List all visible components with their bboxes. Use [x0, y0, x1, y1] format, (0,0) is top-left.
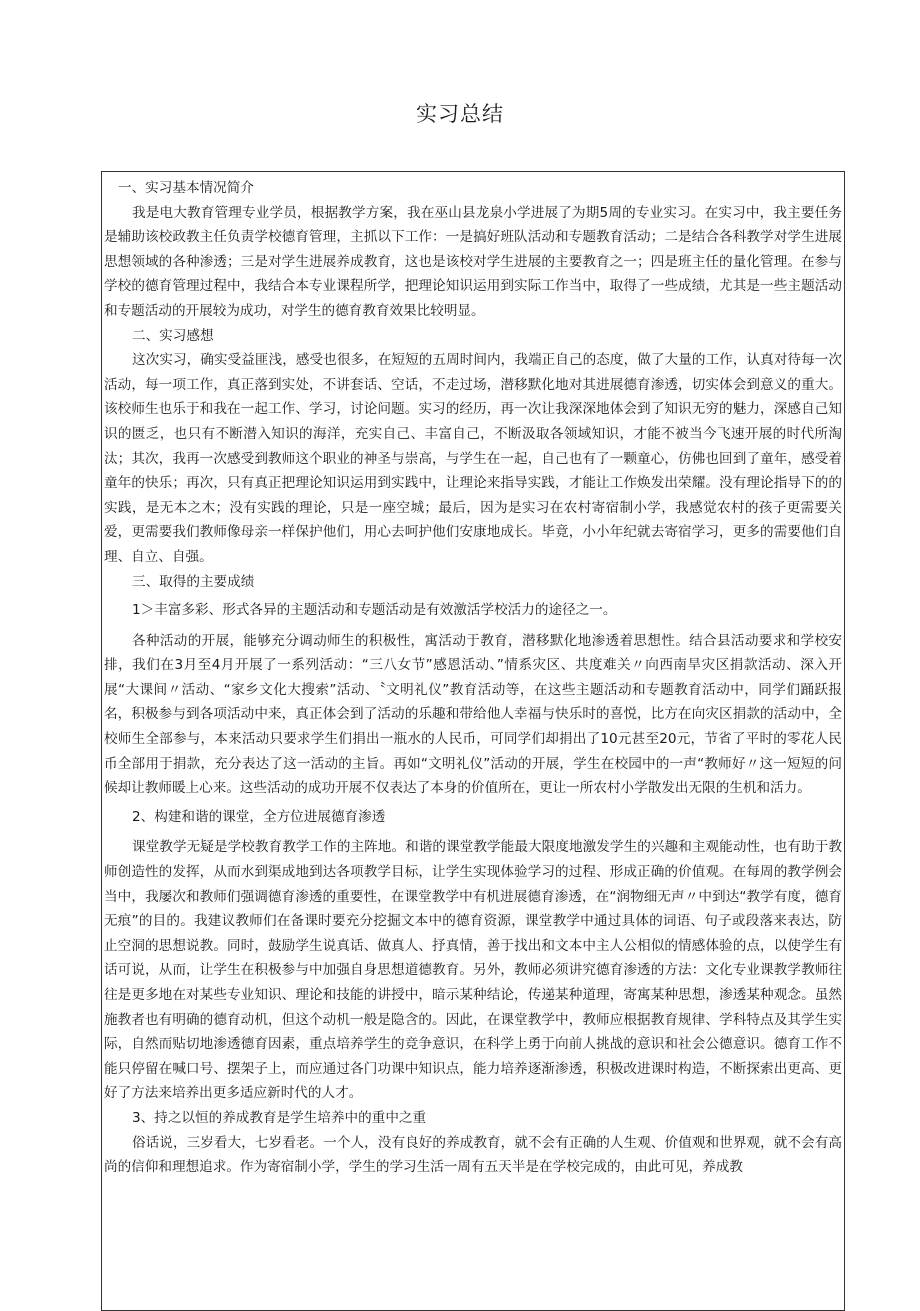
- paragraph: 课堂教学无疑是学校教育教学工作的主阵地。和谐的课堂教学能最大限度地激发学生的兴趣和主观能动性，也有助于教师创造性的发挥，从而水到渠成地到达各项教学目标，让学生实现体验学习的过程、形成正确的价值观。在每周的教学例会当中，我屡次和教师们强调德育渗透的重要性，在课堂教学中有机进展德育渗透，在“润物细无声〃中到达“教学有度，德育无痕”的目的。我建议教师们在备课时要充分挖掘文本中的德育资源，课堂教学中通过具体的词语、句子或段落来表达，防止空洞的思想说教。同时，鼓励学生说真话、做真人、抒真情，善于找出和文本中主人公相似的情感体验的点，以使学生有话可说，从而，让学生在积极参与中加强自身思想道德教育。另外，教师必须讲究德育渗透的方法：文化专业课教学教师往往是更多地在对某些专业知识、理论和技能的讲授中，暗示某种结论，传递某种道理，寄寓某种思想，渗透某种观念。虽然施教者也有明确的德育动机，但这个动机一般是隐含的。因此，在课堂教学中，教师应根据教育规律、学科特点及其学生实际，自然而贴切地渗透德育因素，重点培养学生的竞争意识，在科学上勇于向前人挑战的意识和社会公德意识。德育工作不能只停留在喊口号、摆架子上，而应通过各门功课中知识点，能力培养逐渐渗透，积极改进课时构造，不断探索出更高、更好了方法来培养出更多适应新时代的人才。: [104, 839, 842, 1102]
- paragraph: 各种活动的开展，能够充分调动师生的积极性，寓活动于教育，潜移默化地渗透着思想性。结合县活动要求和学校安排，我们在3月至4月开展了一系列活动：“三八女节”感恩活动、”情系灾区、共度难关〃向西南旱灾区捐款活动、深入开展“大课间〃活动、“家乡文化大搜索”活动、〝文明礼仪”教育活动等，在这些主题活动和专题教育活动中，同学们踊跃报名，积极参与到各项活动中来，真正体会到了活动的乐趣和带给他人幸福与快乐时的喜悦，比方在向灾区捐款的活动中，全校师生全部参与，本来活动只要求学生们捐出一瓶水的人民币，可同学们却捐出了10元甚至20元，节省了平时的零花人民币全部用于捐款，充分表达了这一活动的主旨。再如“文明礼仪”活动的开展，学生在校园中的一声“教师好〃这一短短的问候却让教师暖上心来。这些活动的成功开展不仅表达了本身的价值所在，更让一所农村小学散发出无限的生机和活力。: [104, 632, 842, 797]
- section-heading: 一、实习基本情况简介: [118, 180, 254, 196]
- subsection-heading: 1＞丰富多彩、形式各异的主题活动和专题活动是有效激活学校活力的途径之一。: [132, 602, 617, 619]
- subsection-heading: 3、持之以恒的养成教育是学生培养中的重中之重: [132, 1109, 427, 1126]
- page-title: 实习总结: [416, 102, 504, 126]
- paragraph: 俗话说，三岁看大，七岁看老。一个人，没有良好的养成教育，就不会有正确的人生观、价值观和世界观，就不会有高尚的信仰和理想追求。作为寄宿制小学，学生的学习生活一周有五天半是在学校完成的，由此可见，养成教: [104, 1134, 842, 1176]
- section-heading: 三、取得的主要成绩: [132, 573, 255, 590]
- paragraph: 我是电大教育管理专业学员，根据教学方案，我在巫山县龙泉小学进展了为期5周的专业实习。在实习中，我主要任务是辅助该校政教主任负责学校德育管理，主抓以下工作：一是搞好班队活动和专题教育活动；二是结合各科教学对学生进展思想领域的各种渗透；三是对学生进展养成教育，这也是该校对学生进展的主要教育之一；四是班主任的量化管理。在参与学校的德育管理过程中，我结合本专业课程所学，把理论知识运用到实际工作当中，取得了一些成绩，尤其是一些主题活动和专题活动的开展较为成功，对学生的德育教育效果比较明显。: [104, 204, 842, 319]
- summary-content: [102, 172, 844, 1180]
- paragraph: 这次实习，确实受益匪浅，感受也很多，在短短的五周时间内，我端正自己的态度，做了大量的工作，认真对待每一次活动，每一项工作，真正落到实处，不讲套话、空话，不走过场，潜移默化地对其进展德育渗透，切实体会到意义的重大。该校师生也乐于和我在一起工作、学习，讨论问题。实习的经历，再一次让我深深地体会到了知识无穷的魅力，深感自己知识的匮乏，也只有不断潜入知识的海洋，充实自己、丰富自己，不断汲取各领域知识，才能不被当今飞速开展的时代所淘汰；其次，我再一次感受到教师这个职业的神圣与崇高，与学生在一起，自己也有了一颗童心，仿佛也回到了童年，感受着童年的快乐；再次，只有真正把理论知识运用到实践中，让理论来指导实践，才能让工作焕发出荣耀。没有理论指导下的的实践，是无本之木；没有实践的理论，只是一座空城；最后，因为是实习在农村寄宿制小学，我感觉农村的孩子更需要关爱，更需要我们教师像母亲一样保护他们，用心去呵护他们安康地成长。毕竟，小小年纪就去寄宿学习，更多的需要他们自理、自立、自强。: [104, 352, 842, 565]
- subsection-heading: 2、构建和谐的课堂，全方位进展德育渗透: [132, 808, 386, 825]
- summary-table-cell: [101, 171, 845, 1311]
- section-heading: 二、实习感想: [132, 327, 214, 344]
